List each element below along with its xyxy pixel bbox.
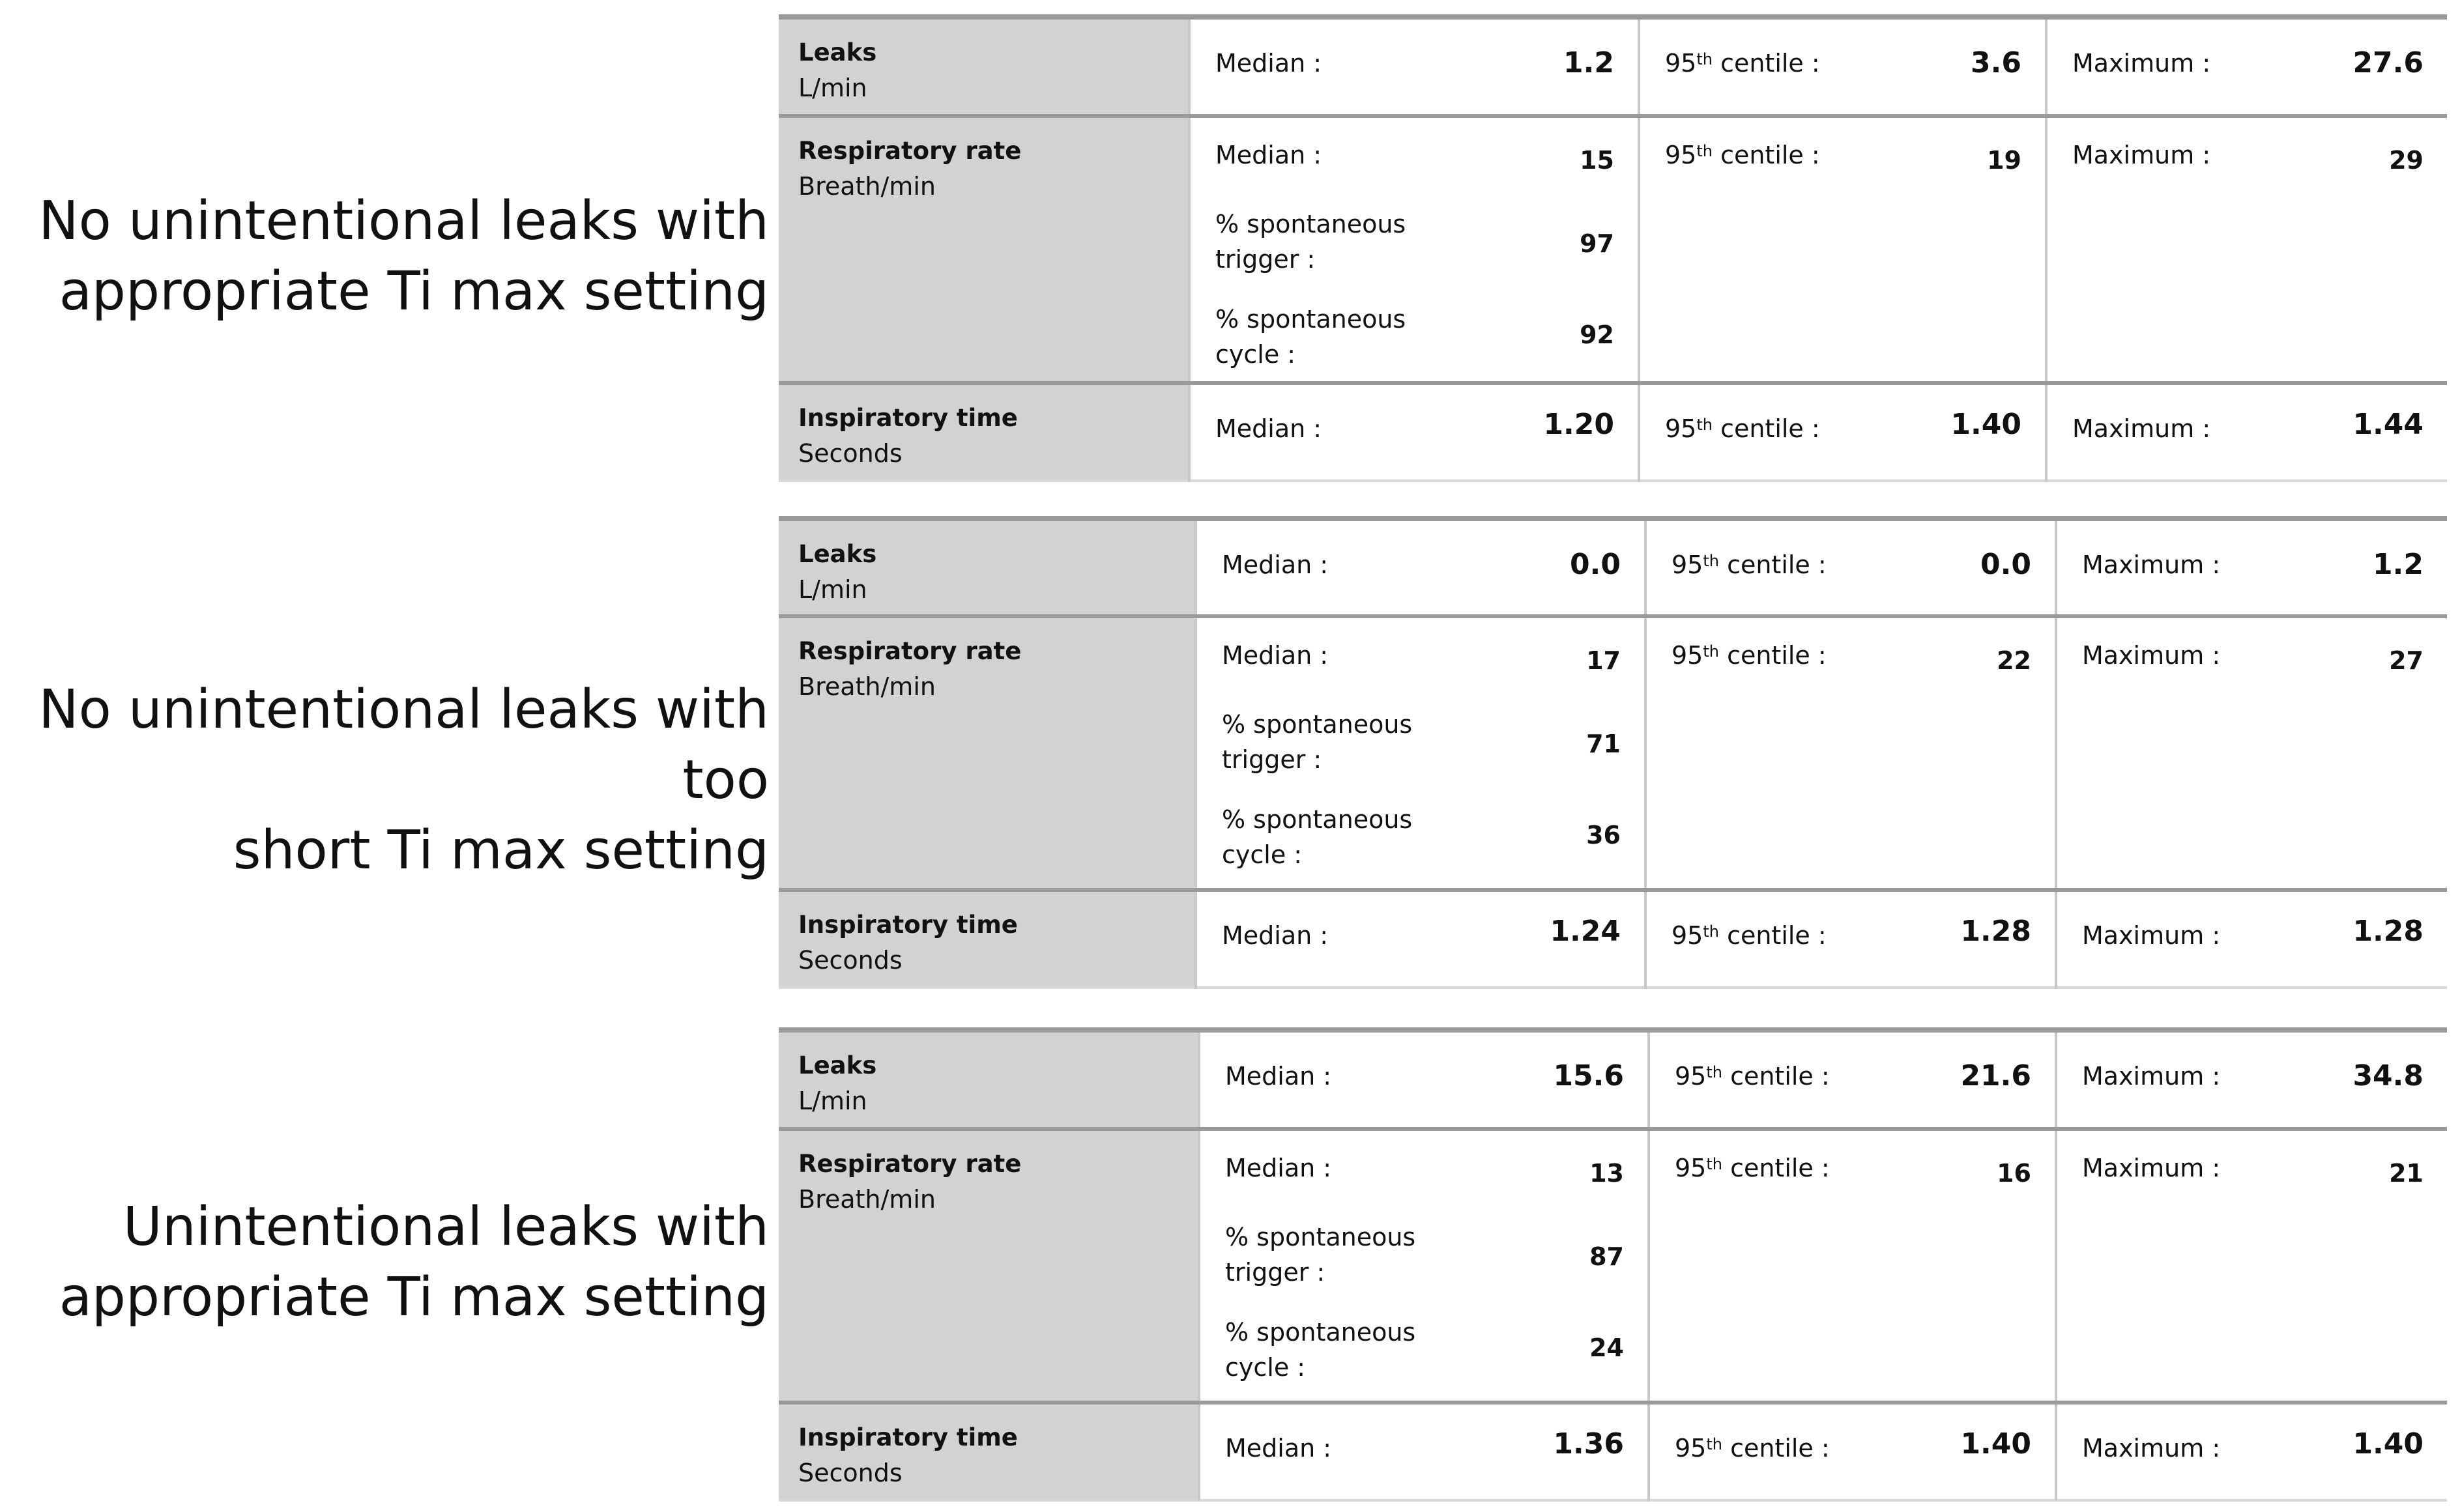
maximum-cell	[2046, 383, 2447, 481]
caption-line: short Ti max setting	[233, 820, 769, 881]
caption-line: No unintentional leaks with	[38, 190, 769, 252]
panel-2-table	[779, 516, 2447, 989]
trigger-value: 87	[1589, 1242, 1624, 1271]
centile-value: 1.40	[1960, 1427, 2031, 1461]
median-label: Median :	[1215, 414, 1322, 443]
param-name: Leaks	[798, 38, 877, 66]
param-name: Inspiratory time	[798, 911, 1018, 939]
maximum-value: 21	[2389, 1159, 2424, 1188]
median-cell	[1196, 890, 1645, 988]
median-value: 15.6	[1553, 1059, 1624, 1092]
rr-param	[779, 116, 1189, 383]
maximum-value: 34.8	[2352, 1059, 2424, 1092]
cycle-label: % spontaneous cycle :	[1222, 805, 1413, 869]
maximum-value: 29	[2389, 146, 2424, 175]
centile-label: 95th centile :	[1675, 1062, 1830, 1091]
median-value: 1.20	[1543, 408, 1614, 441]
median-cell	[1199, 1403, 1649, 1500]
trigger-value: 71	[1586, 730, 1621, 758]
centile-value: 16	[1997, 1159, 2031, 1188]
maximum-cell	[2046, 116, 2447, 383]
centile-cell	[1645, 519, 2056, 616]
maximum-label: Maximum :	[2082, 550, 2221, 579]
centile-value: 21.6	[1960, 1059, 2031, 1092]
centile-label: 95th centile :	[1671, 921, 1827, 950]
maximum-cell	[2056, 1129, 2447, 1403]
caption-line: appropriate Ti max setting	[59, 261, 769, 322]
centile-cell	[1645, 890, 2056, 988]
trigger-value: 97	[1580, 229, 1614, 258]
ti-row	[779, 890, 2447, 988]
maximum-label: Maximum :	[2072, 141, 2211, 169]
rr-row	[779, 1129, 2447, 1403]
maximum-value: 1.2	[2373, 548, 2424, 581]
param-unit: L/min	[798, 1087, 867, 1115]
centile-cell	[1649, 1403, 2056, 1500]
centile-label: 95th centile :	[1671, 641, 1827, 670]
cycle-value: 36	[1586, 821, 1621, 849]
centile-cell	[1639, 17, 2046, 116]
centile-cell	[1639, 116, 2046, 383]
centile-value: 22	[1997, 646, 2031, 675]
param-name: Inspiratory time	[798, 404, 1018, 432]
param-name: Respiratory rate	[798, 1150, 1022, 1178]
panel-3-table	[779, 1027, 2447, 1502]
centile-value: 1.28	[1960, 915, 2031, 948]
param-unit: Seconds	[798, 1459, 903, 1487]
leaks-param	[779, 17, 1189, 116]
median-cell	[1189, 383, 1639, 481]
leaks-param	[779, 1030, 1199, 1129]
trigger-label: % spontaneous trigger :	[1215, 210, 1406, 274]
maximum-label: Maximum :	[2082, 1154, 2221, 1182]
param-name: Leaks	[798, 540, 877, 568]
trigger-label: % spontaneous trigger :	[1222, 710, 1413, 774]
median-cell	[1199, 1030, 1649, 1129]
median-value: 15	[1580, 146, 1614, 175]
param-name: Leaks	[798, 1051, 877, 1079]
ti-param	[779, 890, 1196, 988]
maximum-label: Maximum :	[2072, 414, 2211, 443]
rr-param	[779, 1129, 1199, 1403]
maximum-value: 1.28	[2352, 915, 2424, 948]
param-name: Respiratory rate	[798, 137, 1022, 165]
leaks-row	[779, 519, 2447, 616]
centile-value: 3.6	[1971, 46, 2021, 79]
centile-cell	[1649, 1129, 2056, 1403]
cycle-value: 92	[1580, 321, 1614, 349]
rr-row	[779, 116, 2447, 383]
median-label: Median :	[1225, 1062, 1332, 1091]
median-value: 1.24	[1550, 915, 1621, 948]
centile-value: 0.0	[1980, 548, 2031, 581]
maximum-label: Maximum :	[2072, 49, 2211, 78]
median-label: Median :	[1222, 641, 1329, 670]
median-value: 17	[1586, 646, 1621, 675]
median-cell	[1199, 1129, 1649, 1403]
median-cell	[1189, 17, 1639, 116]
centile-value: 1.40	[1950, 408, 2021, 441]
caption-line: appropriate Ti max setting	[59, 1266, 769, 1328]
ti-row	[779, 1403, 2447, 1500]
cycle-value: 24	[1589, 1334, 1624, 1362]
maximum-cell	[2046, 17, 2447, 116]
median-label: Median :	[1225, 1154, 1332, 1182]
centile-label: 95th centile :	[1665, 141, 1820, 169]
param-unit: L/min	[798, 74, 867, 102]
param-name: Respiratory rate	[798, 637, 1022, 665]
param-unit: Breath/min	[798, 1185, 936, 1214]
maximum-value: 1.40	[2352, 1427, 2424, 1461]
median-cell	[1196, 519, 1645, 616]
centile-label: 95th centile :	[1665, 49, 1820, 78]
param-unit: Seconds	[798, 439, 903, 468]
leaks-row	[779, 1030, 2447, 1129]
median-value: 13	[1589, 1159, 1624, 1188]
param-unit: Breath/min	[798, 672, 936, 701]
maximum-cell	[2056, 616, 2447, 890]
caption-line: No unintentional leaks with too	[38, 679, 769, 811]
maximum-label: Maximum :	[2082, 921, 2221, 950]
maximum-cell	[2056, 1030, 2447, 1129]
trigger-label: % spontaneous trigger :	[1225, 1223, 1416, 1287]
maximum-label: Maximum :	[2082, 1434, 2221, 1462]
panel-1-table	[779, 14, 2447, 482]
maximum-value: 27	[2389, 646, 2424, 675]
centile-cell	[1649, 1030, 2056, 1129]
cycle-label: % spontaneous cycle :	[1215, 305, 1406, 369]
median-cell	[1196, 616, 1645, 890]
ti-row	[779, 383, 2447, 481]
maximum-value: 1.44	[2352, 408, 2424, 441]
median-label: Median :	[1215, 141, 1322, 169]
centile-label: 95th centile :	[1665, 414, 1820, 443]
centile-value: 19	[1987, 146, 2021, 175]
param-unit: Breath/min	[798, 172, 936, 201]
median-label: Median :	[1215, 49, 1322, 78]
median-cell	[1189, 116, 1639, 383]
maximum-cell	[2056, 1403, 2447, 1500]
rr-param	[779, 616, 1196, 890]
maximum-value: 27.6	[2352, 46, 2424, 79]
panel-1-caption	[0, 186, 769, 327]
leaks-param	[779, 519, 1196, 616]
median-value: 1.36	[1553, 1427, 1624, 1461]
panel-2-caption	[0, 675, 769, 886]
centile-label: 95th centile :	[1671, 550, 1827, 579]
median-value: 1.2	[1563, 46, 1614, 79]
param-name: Inspiratory time	[798, 1423, 1018, 1451]
centile-label: 95th centile :	[1675, 1154, 1830, 1182]
ti-param	[779, 1403, 1199, 1500]
maximum-label: Maximum :	[2082, 641, 2221, 670]
param-unit: L/min	[798, 575, 867, 604]
ti-param	[779, 383, 1189, 481]
maximum-label: Maximum :	[2082, 1062, 2221, 1091]
centile-cell	[1645, 616, 2056, 890]
rr-row	[779, 616, 2447, 890]
param-unit: Seconds	[798, 946, 903, 975]
centile-label: 95th centile :	[1675, 1434, 1830, 1462]
maximum-cell	[2056, 890, 2447, 988]
cycle-label: % spontaneous cycle :	[1225, 1318, 1416, 1382]
centile-cell	[1639, 383, 2046, 481]
median-label: Median :	[1222, 921, 1329, 950]
panel-3-caption	[0, 1192, 769, 1333]
leaks-row	[779, 17, 2447, 116]
median-label: Median :	[1225, 1434, 1332, 1462]
maximum-cell	[2056, 519, 2447, 616]
median-value: 0.0	[1570, 548, 1621, 581]
median-label: Median :	[1222, 550, 1329, 579]
caption-line: Unintentional leaks with	[123, 1196, 769, 1258]
